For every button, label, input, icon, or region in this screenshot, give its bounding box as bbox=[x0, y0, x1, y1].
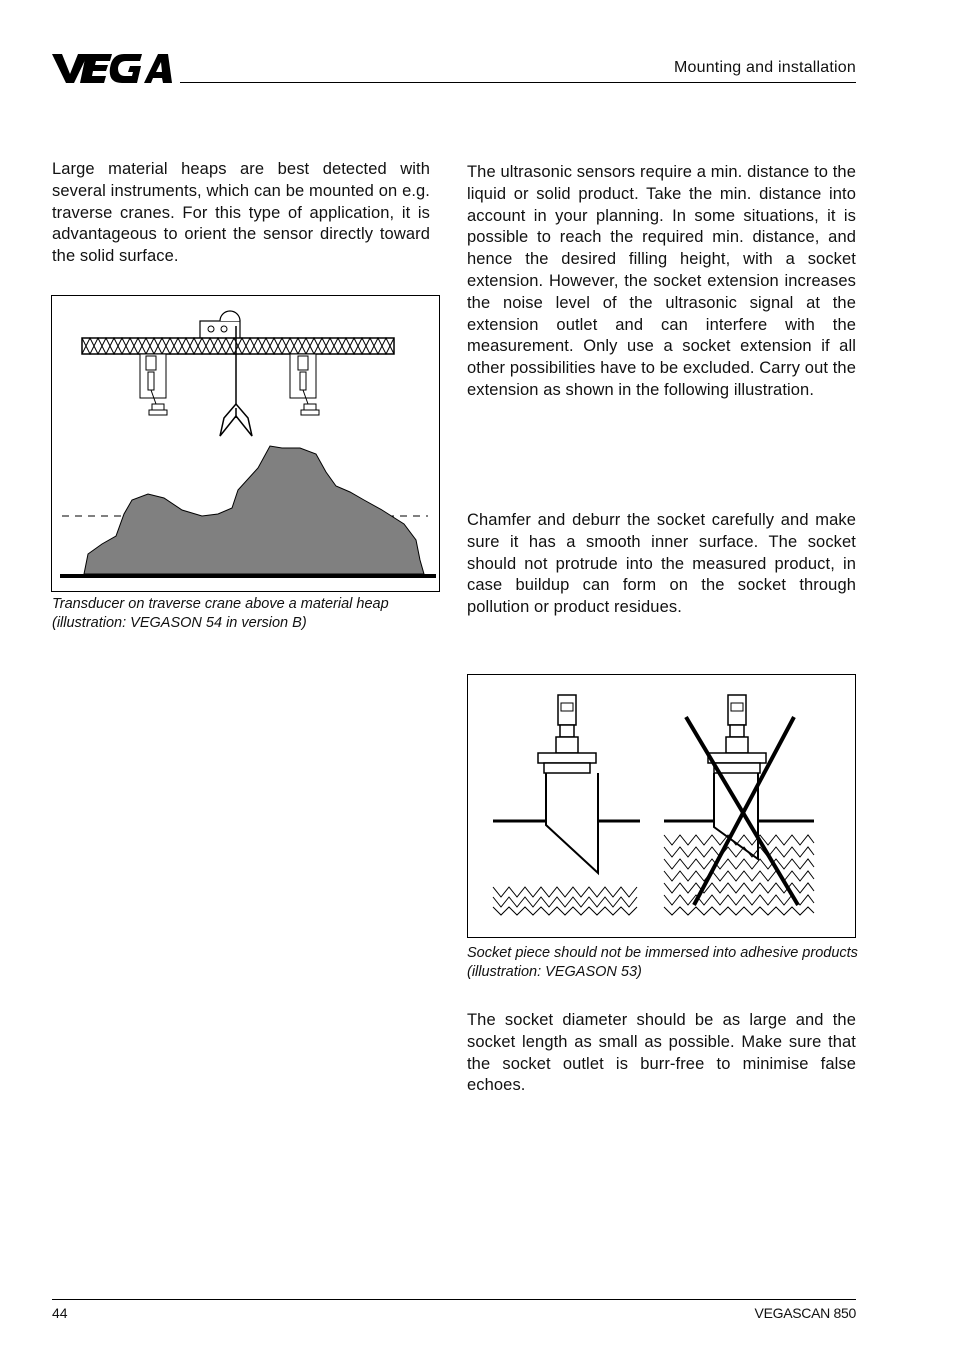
footer-rule bbox=[52, 1299, 856, 1300]
document-name: VEGASCAN 850 bbox=[754, 1305, 856, 1321]
socket-illustration bbox=[468, 675, 855, 937]
crane-illustration bbox=[52, 296, 439, 591]
paragraph-socket-diameter: The socket diameter should be as large and the socket length as small as possible. Make sure that the socket outlet is burr-free to minimise false echoes. bbox=[467, 1011, 856, 1095]
figure-socket bbox=[467, 674, 856, 938]
paragraph-min-distance: The ultrasonic sensors require a min. distance to the liquid or solid product. Take the min. distance into account in your planning. In some situations, it is possible to reach the required min. distance, and hence the desired filling height, with a socket extension. However, the socket extension increases the noise level of the ultrasonic signal at the extension outlet and can interfere with the measurement. Only use a socket extension if all other possibilities have to be excluded. Carry out the extension as shown in the following illustration. bbox=[467, 163, 856, 399]
paragraph-material-heaps: Large material heaps are best detected with several instruments, which can be mounted on e.g. traverse cranes. For this type of application, it is advantageous to orient the sensor directly toward the solid surface. bbox=[52, 160, 430, 266]
caption-socket: Socket piece should not be immersed into adhesive products (illustration: VEGASON 53) bbox=[467, 945, 858, 980]
caption-crane: Transducer on traverse crane above a material heap (illustration: VEGASON 54 in version B) bbox=[52, 596, 389, 631]
header-rule bbox=[180, 82, 856, 83]
vega-logo-mark bbox=[52, 50, 172, 86]
right-sensor bbox=[290, 354, 319, 415]
paragraph-chamfer: Chamfer and deburr the socket carefully and make sure it has a smooth inner surface. The socket should not protrude into the measured product, in case buildup can form on the socket through pollution or product residues. bbox=[467, 511, 856, 617]
section-title: Mounting and installation bbox=[673, 59, 856, 76]
vega-logo bbox=[52, 50, 172, 86]
correct-socket bbox=[538, 695, 598, 873]
figure-traverse-crane bbox=[51, 295, 440, 592]
page-number: 44 bbox=[52, 1305, 68, 1321]
left-sensor bbox=[140, 354, 167, 415]
